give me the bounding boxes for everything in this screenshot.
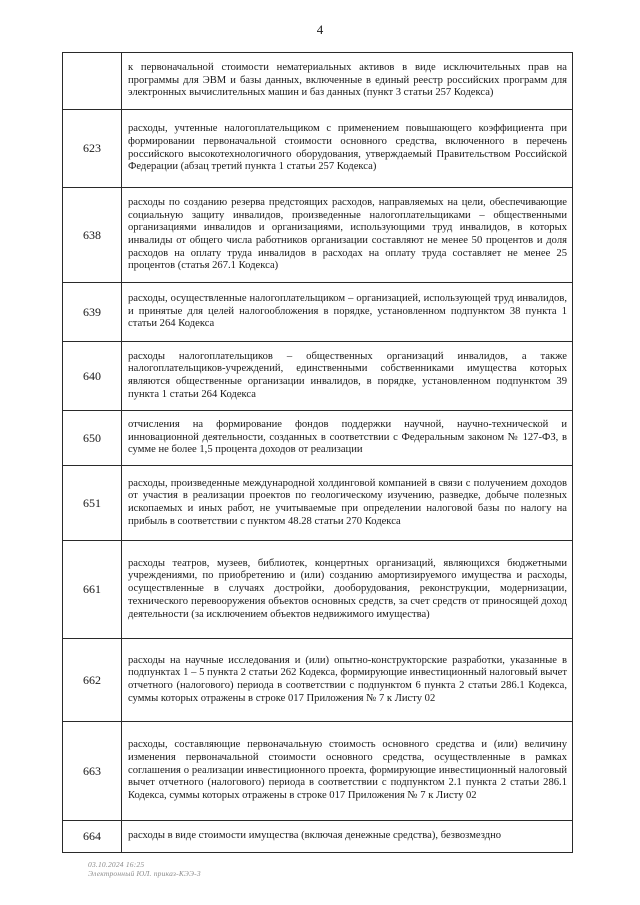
row-description: расходы налогоплательщиков – общественных организаций инвалидов, а также налогоплательщиков-учреждений, единственными собственниками имущества которых являются общественные организации инвалидов, в порядке, установленном подпунктом 39 пункта 1 статьи 264 Кодекса [122,342,573,411]
row-code: 664 [63,821,122,853]
row-description: расходы на научные исследования и (или) опытно-конструкторские разработки, указанные в подпунктах 1 – 5 пункта 2 статьи 262 Кодекса, формирующие инвестиционный налоговый вычет отчетного (налогового) периода в соответствии с подпунктом 6 пункта 2 статьи 286.1 Кодекса, суммы которых отражены в строке 017 Приложения № 7 к Листу 02 [122,639,573,722]
footer-line-2: Электронный ЮЛ. приказ-КЭЭ-3 [88,869,201,878]
row-code: 650 [63,411,122,466]
row-description: отчисления на формирование фондов поддержки научной, научно-технической и инновационной деятельности, созданных в соответствии с Федеральным законом № 127-ФЗ, в сумме не более 1,5 процента доходов от реализации [122,411,573,466]
page-number: 4 [316,22,324,37]
row-description: расходы, составляющие первоначальную стоимость основного средства и (или) величину изменения первоначальной стоимости основного средства, осуществленные в рамках соглашения о реализации инвестиционного проекта, формирующие инвестиционный налоговый вычет отчетного (налогового) периода в соответствии с подпунктом 2.1 пункта 2 статьи 286.1 Кодекса, суммы которых отражены в строке 017 Приложения № 7 к Листу 02 [122,722,573,821]
row-description: расходы, осуществленные налогоплательщиком – организацией, использующей труд инвалидов, и принятые для целей налогообложения в порядке, установленном подпунктом 38 пункта 1 статьи 264 Кодекса [122,283,573,342]
row-code: 661 [63,541,122,639]
row-description: расходы по созданию резерва предстоящих расходов, направляемых на цели, обеспечивающие социальную защиту инвалидов, произведенные налогоплательщиками – общественными организациями инвалидов и организациями, использующими труд инвалидов, в которых инвалиды от общего числа работников организации составляют не менее 50 процентов и доля расходов на оплату труда инвалидов в расходах на оплату труда составляет не менее 25 процентов (статья 267.1 Кодекса) [122,188,573,283]
row-description: расходы, произведенные международной холдинговой компанией в связи с получением доходов от участия в реализации проектов по геологическому изучению, разведке, добыче полезных ископаемых и иных работ, не учитываемые при определении налоговой базы по налогу на прибыль в соответствии с пунктом 48.28 статьи 270 Кодекса [122,466,573,541]
row-code: 623 [63,110,122,188]
row-code: 639 [63,283,122,342]
table-row [63,722,573,821]
table-row [63,283,573,342]
table-row [63,541,573,639]
table-row [63,53,573,110]
row-description: расходы, учтенные налогоплательщиком с применением повышающего коэффициента при формировании первоначальной стоимости основного средства, включенного в перечень российского высокотехнологичного оборудования, утверждаемый Правительством Российской Федерации (абзац третий пункта 1 статьи 257 Кодекса) [122,110,573,188]
row-description: расходы театров, музеев, библиотек, концертных организаций, являющихся бюджетными учреждениями, по приобретению и (или) созданию амортизируемого имущества и расходы, осуществленные в случаях достройки, дооборудования, реконструкции, модернизации, технического перевооружения объектов основных средств, за счет средств от приносящей доход деятельности (за исключением объектов недвижимого имущества) [122,541,573,639]
table-row [63,110,573,188]
table-row [63,342,573,411]
row-code: 663 [63,722,122,821]
row-description: расходы в виде стоимости имущества (включая денежные средства), безвозмездно [122,821,573,853]
row-code: 651 [63,466,122,541]
footer-line-1: 03.10.2024 16:25 [88,860,145,869]
document-footer-stamp [88,860,201,878]
table-row [63,821,573,853]
table-row [63,411,573,466]
row-code: 662 [63,639,122,722]
row-code: 638 [63,188,122,283]
codes-table [62,52,573,853]
row-code: 640 [63,342,122,411]
table-row [63,188,573,283]
row-code [63,53,122,110]
row-description: к первоначальной стоимости нематериальных активов в виде исключительных прав на программы для ЭВМ и базы данных, включенные в единый реестр российских программ для электронных вычислительных машин и баз данных (пункт 3 статьи 257 Кодекса) [122,53,573,110]
table-row [63,639,573,722]
table-row [63,466,573,541]
